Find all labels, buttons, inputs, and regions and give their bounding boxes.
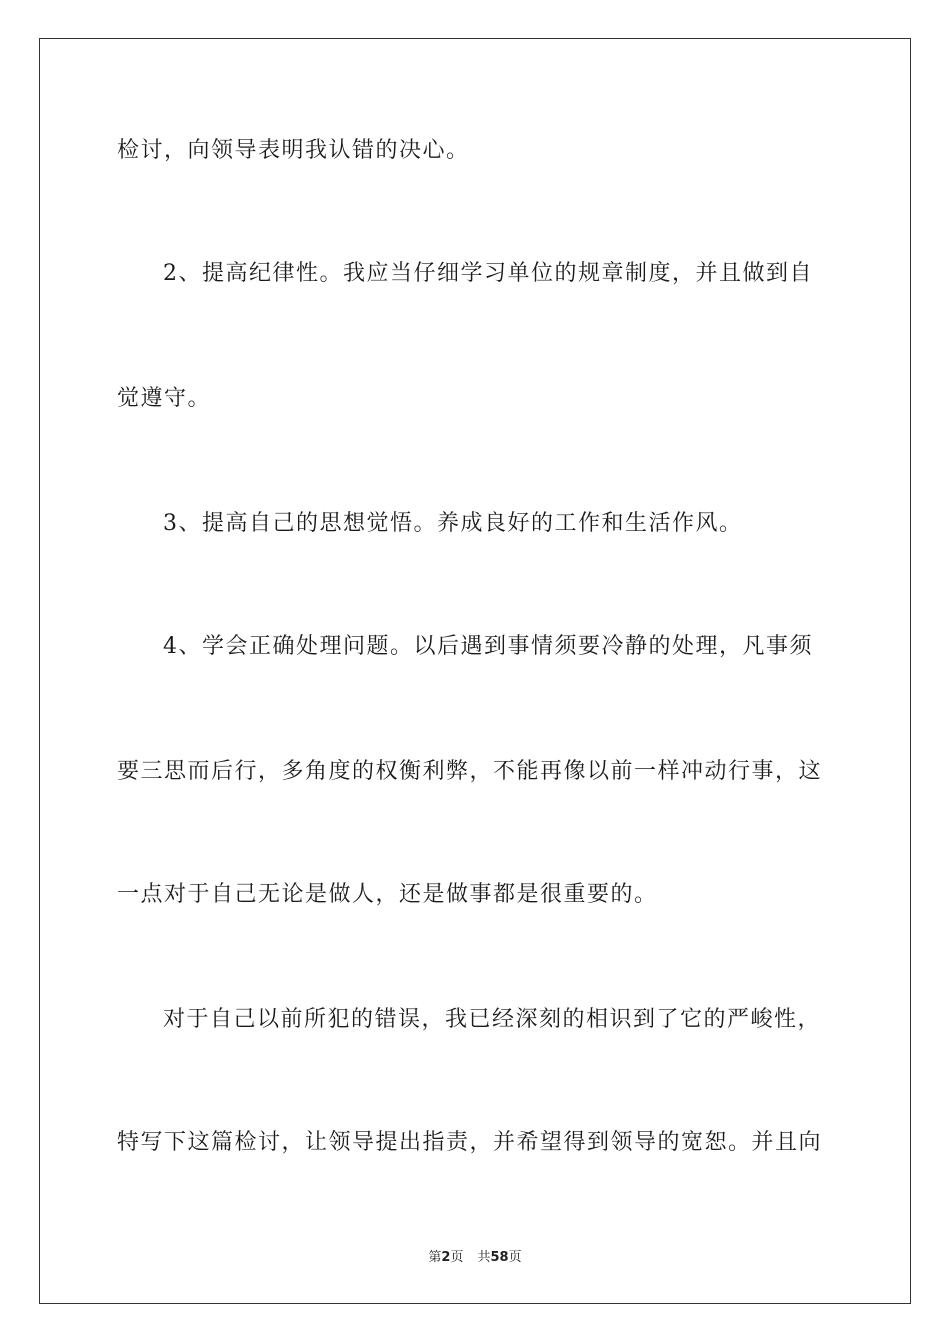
text-line-5: 4、学会正确处理问题。以后遇到事情须要冷静的处理，凡事须 bbox=[163, 634, 813, 659]
text-line-2: 2、提高纪律性。我应当仔细学习单位的规章制度，并且做到自 bbox=[163, 261, 813, 286]
footer-total-prefix: 共 bbox=[477, 1250, 491, 1265]
footer-total-pages: 58 bbox=[490, 1250, 509, 1265]
footer-page-prefix: 第 bbox=[428, 1250, 442, 1265]
text-line-7: 一点对于自己无论是做人，还是做事都是很重要的。 bbox=[117, 882, 658, 907]
footer-page-suffix: 页 bbox=[450, 1250, 464, 1265]
footer-total-suffix: 页 bbox=[508, 1250, 522, 1265]
page-frame bbox=[39, 38, 911, 1304]
footer-page-number: 2 bbox=[441, 1250, 451, 1265]
page-footer bbox=[0, 1246, 950, 1265]
text-line-4: 3、提高自己的思想觉悟。养成良好的工作和生活作风。 bbox=[163, 511, 743, 536]
text-line-1: 检讨，向领导表明我认错的决心。 bbox=[117, 138, 470, 163]
text-line-8: 对于自己以前所犯的错误，我已经深刻的相识到了它的严峻性， bbox=[163, 1007, 822, 1032]
text-line-3: 觉遵守。 bbox=[117, 386, 212, 411]
text-line-6: 要三思而后行，多角度的权衡利弊，不能再像以前一样冲动行事，这 bbox=[117, 759, 823, 784]
text-line-9: 特写下这篇检讨，让领导提出指责，并希望得到领导的宽恕。并且向 bbox=[117, 1130, 823, 1155]
